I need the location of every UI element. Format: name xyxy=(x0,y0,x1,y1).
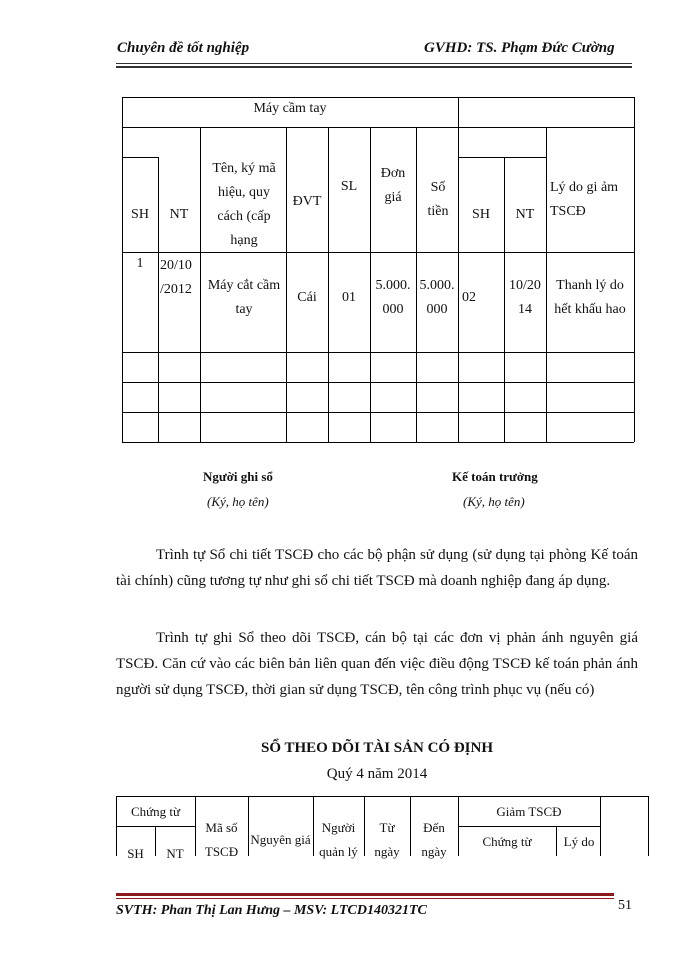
signature-left-note: (Ký, họ tên) xyxy=(207,494,269,509)
table1-header-don-gia: Đơn giá xyxy=(380,166,406,205)
table1-row1-sh2: 02 xyxy=(462,290,476,305)
table1-row1-so-tien: 5.000. 000 xyxy=(419,278,455,317)
ledger-header-nt: NT xyxy=(166,846,184,860)
ledger-header-chung-tu2: Chứng từ xyxy=(482,834,532,849)
ledger-header-den-ngay: Đến ngày xyxy=(421,820,447,859)
table1-row1-sl: 01 xyxy=(342,290,356,305)
signature-left-title: Người ghi sổ xyxy=(203,469,273,484)
table1-header-nt2: NT xyxy=(515,207,535,222)
footer-student: SVTH: Phan Thị Lan Hưng – MSV: LTCD140321TC xyxy=(116,903,427,918)
ledger-header-nguyen-gia: Nguyên giá xyxy=(250,832,311,847)
table1-row1-sh: 1 xyxy=(136,256,144,271)
table1-header-dvt: ĐVT xyxy=(292,194,322,209)
table1-header-nt: NT xyxy=(169,207,189,222)
footer-rule xyxy=(116,898,614,899)
table1-header-name: Tên, ký mã hiệu, quy cách (cấp hạng xyxy=(212,161,276,248)
paragraph-2: Trình tự ghi Sổ theo dõi TSCĐ, cán bộ tại các đơn vị phản ánh nguyên giá TSCĐ. Căn cứ vào các biên bản liên quan đến việc điều động TSCĐ kế toán phản ánh người sử dụng TSCĐ, thời gian sử dụng TSCĐ, tên công trình phục vụ (nếu có) xyxy=(116,630,638,698)
table1-row1-nt2: 10/20 14 xyxy=(509,278,541,317)
ledger-header-tu-ngay: Từ ngày xyxy=(374,820,400,859)
table1-header-ly-do: Lý do gi ảm TSCĐ xyxy=(550,180,619,219)
paragraph-1: Trình tự Sổ chi tiết TSCĐ cho các bộ phận sử dụng (sử dụng tại phòng Kế toán tài chính) cũng tương tự như ghi sổ chi tiết TSCĐ mà doanh nghiệp đang áp dụng. xyxy=(116,547,638,589)
signature-right-note: (Ký, họ tên) xyxy=(463,494,525,509)
ledger-header-nguoi-quan-ly: Người quản lý xyxy=(319,820,358,859)
ledger-header-ly-do: Lý do xyxy=(563,834,595,849)
ledger-period: Quý 4 năm 2014 xyxy=(326,766,428,782)
table1-header-sh2: SH xyxy=(472,207,490,222)
signature-right-title: Kế toán trưởng xyxy=(452,469,538,484)
table1-row1-ly-do: Thanh lý do hết khấu hao xyxy=(554,278,626,317)
table1-header-sh: SH xyxy=(131,207,149,222)
ledger-header-sh: SH xyxy=(127,846,144,860)
table1-row1-name: Máy cắt cầm tay xyxy=(207,278,281,317)
ledger-header-ma-so: Mã số TSCĐ xyxy=(204,820,239,859)
footer-rule-bold xyxy=(116,893,614,896)
table1-row1-nt: 20/10 /2012 xyxy=(160,258,192,297)
page-number: 51 xyxy=(618,898,632,913)
table1-row1-dvt: Cái xyxy=(297,290,317,305)
table1-row1-don-gia: 5.000. 000 xyxy=(375,278,411,317)
ledger-header-giam-tscd: Giảm TSCĐ xyxy=(496,804,562,819)
table1-header-so-tien: Số tiền xyxy=(427,180,449,219)
ledger-header-chung-tu: Chứng từ xyxy=(130,804,181,819)
header-right: GVHD: TS. Phạm Đức Cường xyxy=(424,40,615,56)
header-left: Chuyên đề tốt nghiệp xyxy=(117,40,250,56)
table1-section-title: Máy cầm tay xyxy=(253,101,327,116)
table1-header-sl: SL xyxy=(340,179,358,194)
ledger-title: SỔ THEO DÕI TÀI SẢN CÓ ĐỊNH xyxy=(260,740,493,756)
